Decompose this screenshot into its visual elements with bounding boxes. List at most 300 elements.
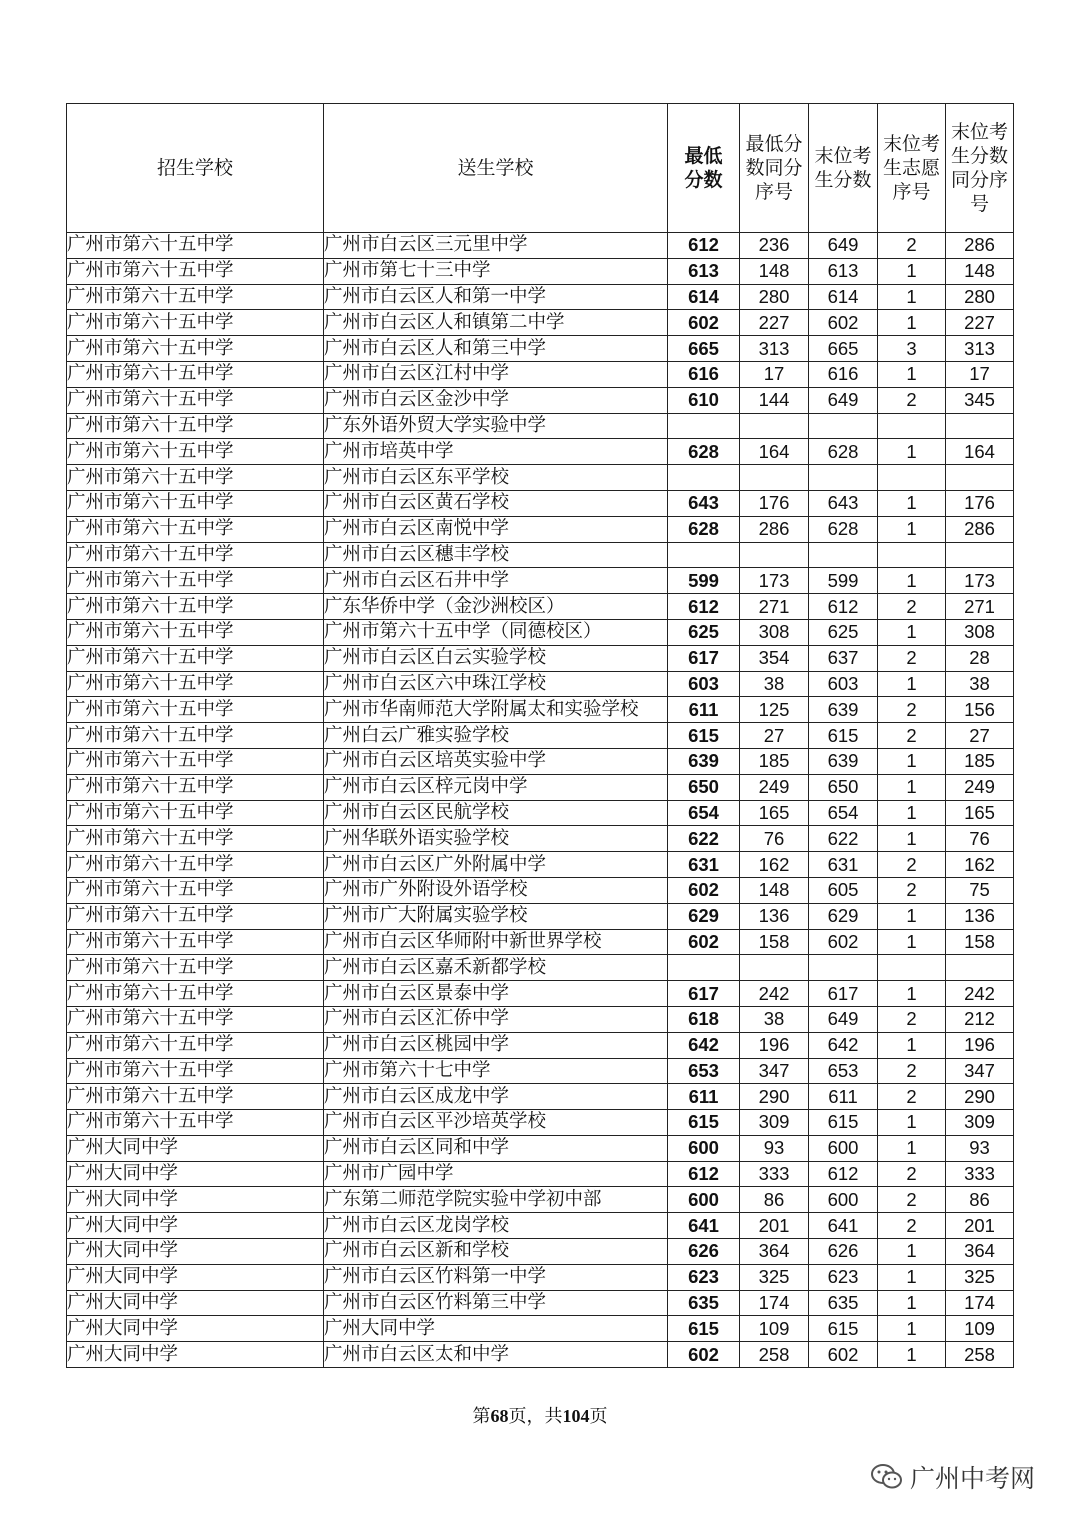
cell-last-score: 615 — [809, 1110, 878, 1136]
cell-min-score: 613 — [668, 258, 740, 284]
cell-recruit-school: 广州市第六十五中学 — [67, 1032, 324, 1058]
table-row — [67, 619, 1014, 645]
cell-last-wish — [878, 413, 946, 439]
cell-min-score-rank: 354 — [740, 645, 809, 671]
table-row — [67, 233, 1014, 259]
footer-mid: 页，共 — [508, 1406, 563, 1427]
cell-min-score-rank: 364 — [740, 1239, 809, 1265]
cell-last-rank: 286 — [946, 233, 1014, 259]
cell-min-score-rank: 286 — [740, 516, 809, 542]
cell-send-school: 广州市广园中学 — [324, 1161, 668, 1187]
cell-last-score: 643 — [809, 490, 878, 516]
cell-recruit-school: 广州市第六十五中学 — [67, 336, 324, 362]
cell-send-school: 广州市白云区石井中学 — [324, 568, 668, 594]
cell-min-score-rank: 290 — [740, 1084, 809, 1110]
cell-send-school: 广州市白云区嘉禾新都学校 — [324, 955, 668, 981]
cell-send-school: 广州市第六十五中学（同德校区） — [324, 619, 668, 645]
table-row — [67, 645, 1014, 671]
table-row — [67, 1213, 1014, 1239]
cell-recruit-school: 广州市第六十五中学 — [67, 284, 324, 310]
cell-last-wish: 2 — [878, 852, 946, 878]
cell-last-rank: 309 — [946, 1110, 1014, 1136]
header-send-school: 送生学校 — [324, 104, 668, 233]
cell-min-score: 614 — [668, 284, 740, 310]
cell-last-score: 602 — [809, 929, 878, 955]
cell-last-wish: 1 — [878, 284, 946, 310]
cell-recruit-school: 广州市第六十五中学 — [67, 929, 324, 955]
cell-send-school: 广州市白云区东平学校 — [324, 465, 668, 491]
cell-min-score-rank: 280 — [740, 284, 809, 310]
cell-recruit-school: 广州市第六十五中学 — [67, 542, 324, 568]
cell-send-school: 广州白云广雅实验学校 — [324, 723, 668, 749]
cell-recruit-school: 广州市第六十五中学 — [67, 723, 324, 749]
cell-last-score — [809, 542, 878, 568]
cell-send-school: 广州市广大附属实验学校 — [324, 903, 668, 929]
cell-send-school: 广州市白云区人和镇第二中学 — [324, 310, 668, 336]
table-row — [67, 516, 1014, 542]
cell-min-score: 611 — [668, 1084, 740, 1110]
cell-last-score: 612 — [809, 1161, 878, 1187]
cell-last-wish: 2 — [878, 1006, 946, 1032]
cell-send-school: 广州市白云区太和中学 — [324, 1342, 668, 1368]
cell-send-school: 广州市白云区人和第一中学 — [324, 284, 668, 310]
cell-last-rank: 308 — [946, 619, 1014, 645]
footer-suffix: 页 — [589, 1406, 608, 1427]
cell-recruit-school: 广州市第六十五中学 — [67, 697, 324, 723]
cell-last-rank: 345 — [946, 387, 1014, 413]
cell-last-score: 635 — [809, 1290, 878, 1316]
cell-last-score: 600 — [809, 1187, 878, 1213]
watermark — [870, 1459, 1035, 1495]
cell-min-score: 603 — [668, 671, 740, 697]
cell-last-rank — [946, 413, 1014, 439]
table-row — [67, 1264, 1014, 1290]
cell-last-score: 654 — [809, 800, 878, 826]
cell-last-rank: 165 — [946, 800, 1014, 826]
cell-last-score: 611 — [809, 1084, 878, 1110]
cell-recruit-school: 广州大同中学 — [67, 1264, 324, 1290]
cell-last-wish: 1 — [878, 1316, 946, 1342]
cell-last-rank: 271 — [946, 594, 1014, 620]
table-row — [67, 490, 1014, 516]
cell-last-score: 653 — [809, 1058, 878, 1084]
cell-last-wish: 1 — [878, 748, 946, 774]
table-row — [67, 929, 1014, 955]
cell-recruit-school: 广州大同中学 — [67, 1342, 324, 1368]
cell-min-score-rank — [740, 465, 809, 491]
cell-last-wish: 1 — [878, 1110, 946, 1136]
cell-recruit-school: 广州市第六十五中学 — [67, 981, 324, 1007]
cell-min-score: 642 — [668, 1032, 740, 1058]
cell-min-score: 617 — [668, 981, 740, 1007]
cell-recruit-school: 广州市第六十五中学 — [67, 826, 324, 852]
cell-last-wish: 1 — [878, 258, 946, 284]
cell-last-rank: 185 — [946, 748, 1014, 774]
cell-recruit-school: 广州大同中学 — [67, 1239, 324, 1265]
cell-send-school: 广州市白云区梓元岗中学 — [324, 774, 668, 800]
watermark-text: 广州中考网 — [910, 1464, 1036, 1493]
table-row — [67, 774, 1014, 800]
cell-min-score: 612 — [668, 594, 740, 620]
cell-recruit-school: 广州市第六十五中学 — [67, 258, 324, 284]
cell-send-school: 广州市白云区平沙培英学校 — [324, 1110, 668, 1136]
cell-last-rank: 148 — [946, 258, 1014, 284]
cell-min-score-rank: 136 — [740, 903, 809, 929]
cell-recruit-school: 广州市第六十五中学 — [67, 1084, 324, 1110]
cell-last-rank: 158 — [946, 929, 1014, 955]
table-row — [67, 361, 1014, 387]
cell-last-rank: 258 — [946, 1342, 1014, 1368]
cell-last-score: 602 — [809, 1342, 878, 1368]
cell-min-score-rank: 258 — [740, 1342, 809, 1368]
cell-last-score — [809, 955, 878, 981]
cell-last-rank: 290 — [946, 1084, 1014, 1110]
header-min-score: 最低分数 — [668, 104, 740, 233]
cell-min-score: 602 — [668, 1342, 740, 1368]
cell-send-school: 广州市白云区成龙中学 — [324, 1084, 668, 1110]
table-row — [67, 465, 1014, 491]
cell-min-score: 602 — [668, 310, 740, 336]
table-row — [67, 697, 1014, 723]
cell-last-wish: 2 — [878, 1161, 946, 1187]
cell-recruit-school: 广州市第六十五中学 — [67, 903, 324, 929]
cell-send-school: 广州市白云区汇侨中学 — [324, 1006, 668, 1032]
cell-send-school: 广州市华南师范大学附属太和实验学校 — [324, 697, 668, 723]
footer-prefix: 第 — [472, 1406, 491, 1427]
cell-last-wish: 1 — [878, 903, 946, 929]
cell-min-score-rank: 76 — [740, 826, 809, 852]
cell-min-score: 615 — [668, 1316, 740, 1342]
cell-send-school: 广州市白云区人和第三中学 — [324, 336, 668, 362]
table-row — [67, 800, 1014, 826]
cell-min-score-rank: 271 — [740, 594, 809, 620]
cell-min-score: 641 — [668, 1213, 740, 1239]
cell-last-wish: 2 — [878, 1213, 946, 1239]
cell-min-score-rank: 144 — [740, 387, 809, 413]
table-row — [67, 981, 1014, 1007]
cell-last-score — [809, 465, 878, 491]
header-last-wish: 末位考生志愿序号 — [878, 104, 946, 233]
cell-recruit-school: 广州市第六十五中学 — [67, 413, 324, 439]
cell-min-score-rank: 227 — [740, 310, 809, 336]
cell-last-wish — [878, 465, 946, 491]
table-header-row — [67, 104, 1014, 233]
cell-last-rank: 173 — [946, 568, 1014, 594]
cell-min-score-rank: 236 — [740, 233, 809, 259]
cell-last-score: 616 — [809, 361, 878, 387]
cell-recruit-school: 广州市第六十五中学 — [67, 1006, 324, 1032]
cell-last-rank: 86 — [946, 1187, 1014, 1213]
cell-last-score: 600 — [809, 1135, 878, 1161]
cell-last-rank: 156 — [946, 697, 1014, 723]
cell-last-score: 629 — [809, 903, 878, 929]
cell-recruit-school: 广州大同中学 — [67, 1290, 324, 1316]
cell-last-wish — [878, 542, 946, 568]
cell-recruit-school: 广州市第六十五中学 — [67, 877, 324, 903]
cell-last-score: 625 — [809, 619, 878, 645]
cell-last-wish: 1 — [878, 568, 946, 594]
cell-min-score: 643 — [668, 490, 740, 516]
cell-min-score-rank: 17 — [740, 361, 809, 387]
admission-score-table — [66, 103, 1014, 1368]
cell-send-school: 广州市白云区龙岗学校 — [324, 1213, 668, 1239]
cell-min-score: 635 — [668, 1290, 740, 1316]
cell-min-score: 600 — [668, 1187, 740, 1213]
cell-recruit-school: 广州市第六十五中学 — [67, 852, 324, 878]
cell-send-school: 广州市白云区竹料第一中学 — [324, 1264, 668, 1290]
cell-last-rank: 286 — [946, 516, 1014, 542]
cell-send-school: 广州市白云区三元里中学 — [324, 233, 668, 259]
cell-send-school: 广州市白云区广外附属中学 — [324, 852, 668, 878]
cell-last-wish: 1 — [878, 1239, 946, 1265]
cell-min-score: 626 — [668, 1239, 740, 1265]
cell-min-score: 612 — [668, 233, 740, 259]
cell-last-wish: 2 — [878, 645, 946, 671]
cell-last-rank: 93 — [946, 1135, 1014, 1161]
cell-last-wish: 2 — [878, 387, 946, 413]
cell-recruit-school: 广州市第六十五中学 — [67, 619, 324, 645]
table-row — [67, 413, 1014, 439]
table-row — [67, 1006, 1014, 1032]
table-row — [67, 903, 1014, 929]
cell-send-school: 广州市白云区黄石学校 — [324, 490, 668, 516]
cell-min-score: 628 — [668, 516, 740, 542]
cell-last-score: 605 — [809, 877, 878, 903]
cell-last-rank: 364 — [946, 1239, 1014, 1265]
cell-send-school: 广州市白云区景泰中学 — [324, 981, 668, 1007]
cell-min-score-rank: 347 — [740, 1058, 809, 1084]
cell-min-score: 654 — [668, 800, 740, 826]
cell-send-school: 广州市白云区江村中学 — [324, 361, 668, 387]
cell-last-score: 617 — [809, 981, 878, 1007]
cell-last-score: 622 — [809, 826, 878, 852]
cell-last-wish: 2 — [878, 1058, 946, 1084]
cell-last-rank: 38 — [946, 671, 1014, 697]
cell-min-score-rank: 174 — [740, 1290, 809, 1316]
cell-last-rank: 201 — [946, 1213, 1014, 1239]
cell-last-rank: 347 — [946, 1058, 1014, 1084]
cell-recruit-school: 广州市第六十五中学 — [67, 594, 324, 620]
cell-send-school: 广州华联外语实验学校 — [324, 826, 668, 852]
table-row — [67, 671, 1014, 697]
cell-min-score: 665 — [668, 336, 740, 362]
cell-send-school: 广州市广外附设外语学校 — [324, 877, 668, 903]
cell-last-score: 615 — [809, 723, 878, 749]
cell-last-rank — [946, 955, 1014, 981]
cell-send-school: 广东外语外贸大学实验中学 — [324, 413, 668, 439]
cell-send-school: 广州市第六十七中学 — [324, 1058, 668, 1084]
table-row — [67, 955, 1014, 981]
table-row — [67, 1084, 1014, 1110]
cell-min-score-rank: 309 — [740, 1110, 809, 1136]
cell-min-score: 612 — [668, 1161, 740, 1187]
cell-min-score: 610 — [668, 387, 740, 413]
cell-min-score-rank — [740, 955, 809, 981]
cell-last-wish: 1 — [878, 1135, 946, 1161]
cell-recruit-school: 广州市第六十五中学 — [67, 233, 324, 259]
table-row — [67, 336, 1014, 362]
cell-send-school: 广州市白云区民航学校 — [324, 800, 668, 826]
cell-last-rank: 176 — [946, 490, 1014, 516]
table-row — [67, 723, 1014, 749]
cell-last-score: 649 — [809, 1006, 878, 1032]
table-row — [67, 826, 1014, 852]
cell-last-wish: 2 — [878, 594, 946, 620]
cell-last-score: 628 — [809, 439, 878, 465]
cell-last-score: 641 — [809, 1213, 878, 1239]
cell-last-score: 623 — [809, 1264, 878, 1290]
table-row — [67, 1032, 1014, 1058]
cell-min-score-rank: 148 — [740, 877, 809, 903]
cell-last-score: 649 — [809, 233, 878, 259]
cell-min-score-rank: 249 — [740, 774, 809, 800]
table-row — [67, 284, 1014, 310]
cell-last-wish: 1 — [878, 826, 946, 852]
header-recruit-school: 招生学校 — [67, 104, 324, 233]
cell-recruit-school: 广州大同中学 — [67, 1213, 324, 1239]
cell-last-score: 599 — [809, 568, 878, 594]
cell-last-rank — [946, 542, 1014, 568]
cell-send-school: 广东第二师范学院实验中学初中部 — [324, 1187, 668, 1213]
cell-last-wish: 1 — [878, 800, 946, 826]
cell-last-rank: 212 — [946, 1006, 1014, 1032]
cell-last-rank: 333 — [946, 1161, 1014, 1187]
cell-last-rank: 27 — [946, 723, 1014, 749]
table-row — [67, 1239, 1014, 1265]
cell-min-score-rank: 313 — [740, 336, 809, 362]
cell-send-school: 广州市白云区六中珠江学校 — [324, 671, 668, 697]
cell-last-rank: 28 — [946, 645, 1014, 671]
cell-last-score — [809, 413, 878, 439]
cell-recruit-school: 广州市第六十五中学 — [67, 310, 324, 336]
cell-last-wish: 1 — [878, 361, 946, 387]
cell-last-wish: 1 — [878, 516, 946, 542]
cell-recruit-school: 广州市第六十五中学 — [67, 387, 324, 413]
cell-last-rank: 196 — [946, 1032, 1014, 1058]
cell-send-school: 广州市培英中学 — [324, 439, 668, 465]
cell-recruit-school: 广州市第六十五中学 — [67, 465, 324, 491]
cell-last-wish: 1 — [878, 981, 946, 1007]
cell-recruit-school: 广州市第六十五中学 — [67, 1058, 324, 1084]
cell-send-school: 广州市白云区桃园中学 — [324, 1032, 668, 1058]
cell-recruit-school: 广州市第六十五中学 — [67, 1110, 324, 1136]
cell-min-score-rank: 173 — [740, 568, 809, 594]
cell-last-score: 631 — [809, 852, 878, 878]
header-min-score-rank: 最低分数同分序号 — [740, 104, 809, 233]
cell-last-wish: 1 — [878, 619, 946, 645]
cell-last-rank: 325 — [946, 1264, 1014, 1290]
table-row — [67, 877, 1014, 903]
cell-send-school: 广州市第七十三中学 — [324, 258, 668, 284]
cell-last-score: 615 — [809, 1316, 878, 1342]
cell-last-wish: 2 — [878, 877, 946, 903]
cell-last-score: 602 — [809, 310, 878, 336]
cell-recruit-school: 广州市第六十五中学 — [67, 439, 324, 465]
cell-last-wish: 1 — [878, 310, 946, 336]
cell-recruit-school: 广州市第六十五中学 — [67, 361, 324, 387]
cell-last-rank: 109 — [946, 1316, 1014, 1342]
cell-recruit-school: 广州大同中学 — [67, 1161, 324, 1187]
cell-send-school: 广州市白云区竹料第三中学 — [324, 1290, 668, 1316]
cell-last-wish: 1 — [878, 490, 946, 516]
cell-min-score: 623 — [668, 1264, 740, 1290]
cell-last-rank: 136 — [946, 903, 1014, 929]
cell-min-score-rank: 165 — [740, 800, 809, 826]
table-row — [67, 1290, 1014, 1316]
cell-last-wish: 2 — [878, 1084, 946, 1110]
cell-last-wish: 2 — [878, 723, 946, 749]
cell-recruit-school: 广州市第六十五中学 — [67, 748, 324, 774]
page-footer — [0, 1402, 1080, 1428]
cell-last-rank: 249 — [946, 774, 1014, 800]
cell-min-score: 611 — [668, 697, 740, 723]
cell-min-score — [668, 465, 740, 491]
cell-last-rank: 280 — [946, 284, 1014, 310]
cell-min-score: 625 — [668, 619, 740, 645]
cell-min-score — [668, 413, 740, 439]
cell-min-score — [668, 955, 740, 981]
cell-min-score-rank: 201 — [740, 1213, 809, 1239]
table-row — [67, 568, 1014, 594]
cell-min-score: 599 — [668, 568, 740, 594]
cell-last-score: 626 — [809, 1239, 878, 1265]
cell-last-score: 665 — [809, 336, 878, 362]
cell-min-score-rank: 158 — [740, 929, 809, 955]
table-row — [67, 439, 1014, 465]
cell-recruit-school: 广州大同中学 — [67, 1135, 324, 1161]
cell-min-score-rank: 86 — [740, 1187, 809, 1213]
table-row — [67, 542, 1014, 568]
table-row — [67, 852, 1014, 878]
cell-min-score-rank: 148 — [740, 258, 809, 284]
table-row — [67, 594, 1014, 620]
cell-last-wish: 1 — [878, 439, 946, 465]
cell-last-wish: 2 — [878, 697, 946, 723]
cell-min-score-rank: 325 — [740, 1264, 809, 1290]
cell-last-rank: 162 — [946, 852, 1014, 878]
cell-min-score: 631 — [668, 852, 740, 878]
cell-last-wish: 1 — [878, 1290, 946, 1316]
cell-last-rank: 75 — [946, 877, 1014, 903]
table-row — [67, 1161, 1014, 1187]
cell-last-score: 628 — [809, 516, 878, 542]
table-row — [67, 1187, 1014, 1213]
cell-send-school: 广州大同中学 — [324, 1316, 668, 1342]
cell-min-score-rank: 164 — [740, 439, 809, 465]
cell-min-score: 617 — [668, 645, 740, 671]
table-row — [67, 1342, 1014, 1368]
cell-min-score-rank: 162 — [740, 852, 809, 878]
cell-send-school: 广州市白云区培英实验中学 — [324, 748, 668, 774]
cell-last-score: 614 — [809, 284, 878, 310]
cell-send-school: 广州市白云区白云实验学校 — [324, 645, 668, 671]
wechat-icon — [870, 1463, 904, 1491]
cell-min-score: 602 — [668, 929, 740, 955]
table-row — [67, 1058, 1014, 1084]
header-last-rank: 末位考生分数同分序号 — [946, 104, 1014, 233]
cell-min-score: 650 — [668, 774, 740, 800]
cell-recruit-school: 广州市第六十五中学 — [67, 568, 324, 594]
table-row — [67, 310, 1014, 336]
cell-last-rank: 164 — [946, 439, 1014, 465]
cell-min-score: 629 — [668, 903, 740, 929]
cell-min-score-rank: 242 — [740, 981, 809, 1007]
cell-min-score: 622 — [668, 826, 740, 852]
cell-recruit-school: 广州市第六十五中学 — [67, 774, 324, 800]
cell-send-school: 广州市白云区华师附中新世界学校 — [324, 929, 668, 955]
cell-min-score-rank: 308 — [740, 619, 809, 645]
cell-min-score: 600 — [668, 1135, 740, 1161]
